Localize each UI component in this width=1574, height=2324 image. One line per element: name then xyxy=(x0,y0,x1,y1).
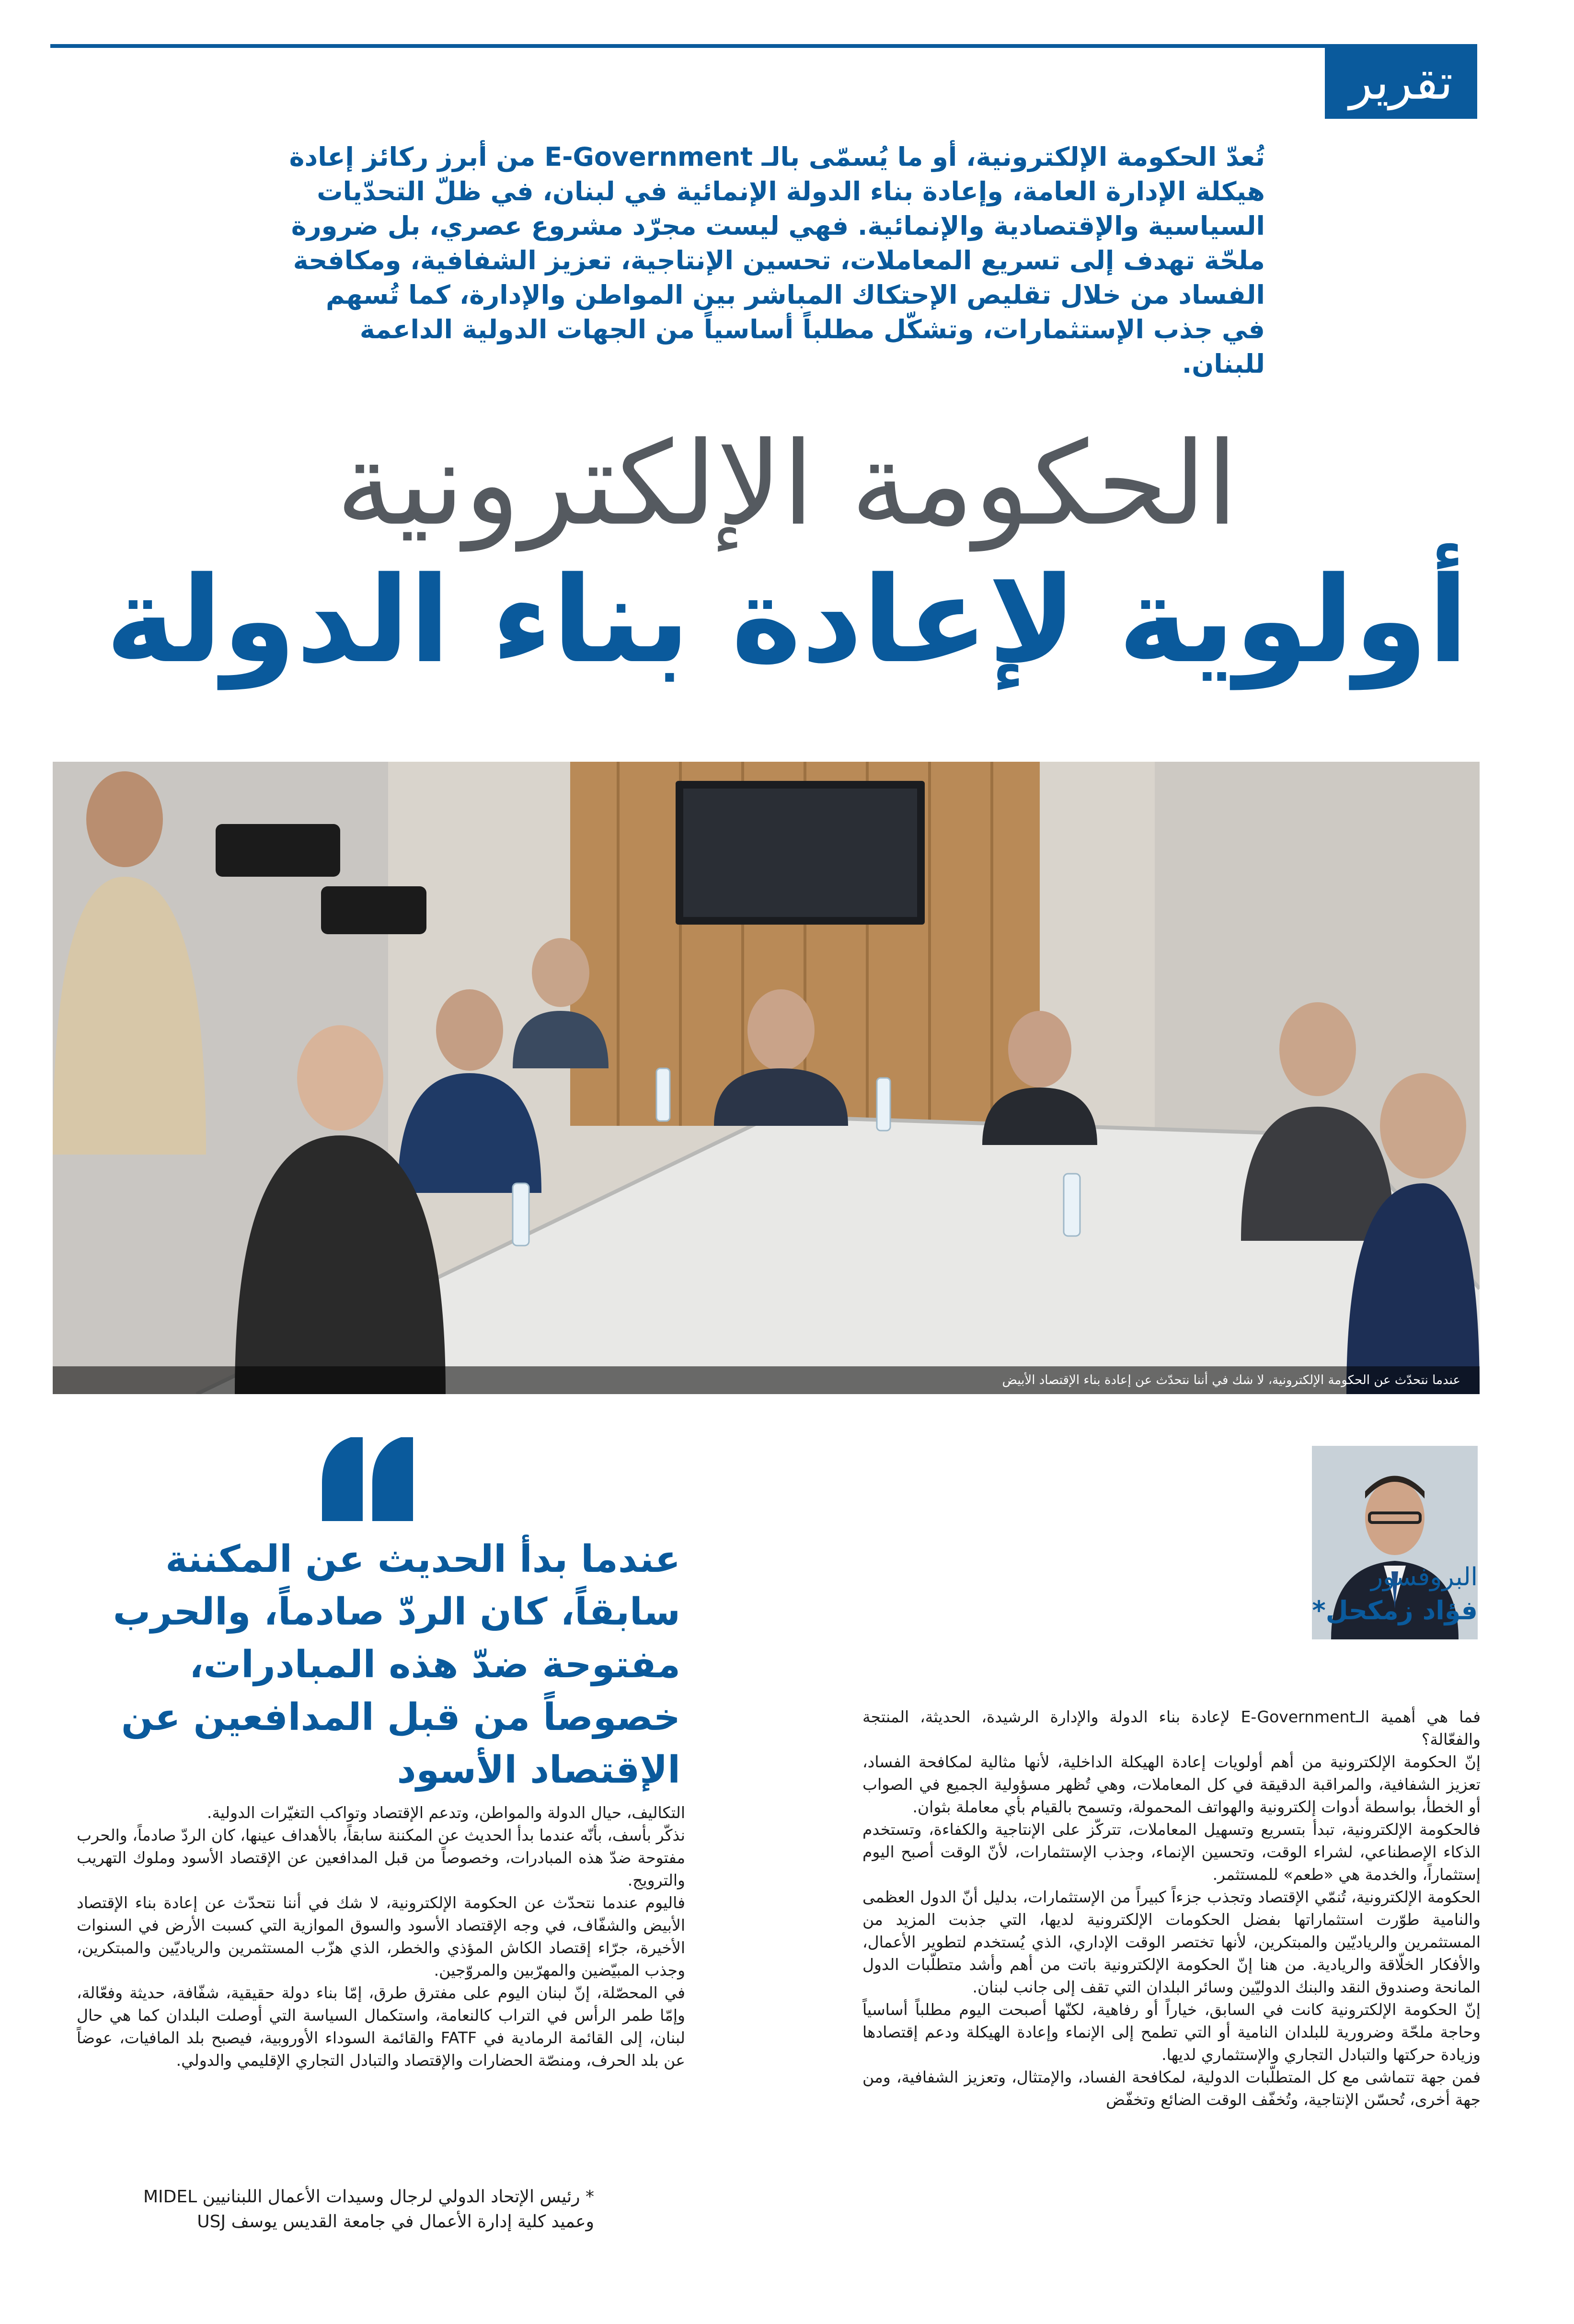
article-paragraph: إنّ الحكومة الإلكترونية من أهم أولويات إعادة الهيكلة الداخلية، لأنها مثالية لمكافحة الفساد، تعزيز الشفافية، والمراقبة الدقيقة في كل المعاملات، وهي تُظهر مسؤولية الجميع في الصواب أو الخطأ، بواسطة أدوات إلكترونية والهواتف المحمولة، وتسمح بالقيام بأي معاملة بثوان. xyxy=(862,1752,1481,1816)
article-paragraph: فالحكومة الإلكترونية، تبدأ بتسريع وتسهيل المعاملات، تتركّز على الإنتاجية والكفاءة، وتستخدم الذكاء الإصطناعي، لشراء الوقت، وتحسين الإنماء، وجذب الإستثمارات، لأنّ الوقت أصبح اليوم إستثماراً، والخدمة هي «طعم» للمستثمر. xyxy=(862,1820,1481,1884)
article-paragraph: إنّ الحكومة الإلكترونية كانت في السابق، خياراً أو رفاهية، لكنّها أصبحت اليوم مطلباً أساسياً وحاجة ملحّة وضرورية للبلدان النامية أو التي تطمح إلى الإنماء وإعادة الهيكلة ودعم إقتصادها وزيادة حركتها والتبادل التجاري والإستثماري لديها. xyxy=(862,2000,1481,2064)
photo-caption: عندما نتحدّث عن الحكومة الإلكترونية، لا شك في أننا نتحدّث عن إعادة بناء الإقتصاد الأبيض xyxy=(1002,1373,1460,1387)
pull-quote: عندما بدأ الحديث عن المكننة سابقاً، كان الردّ صادماً، والحرب مفتوحة ضدّ هذه المبادرات، خصوصاً من قبل المدافعين عن الإقتصاد الأسود xyxy=(113,1538,680,1792)
quote-mark-icon xyxy=(322,1437,413,1521)
headline-line-2: أولوية لإعادة بناء الدولة xyxy=(105,551,1469,689)
article-paragraph: التكاليف، حيال الدولة والمواطن، وتدعم الإقتصاد وتواكب التغيّرات الدولية. xyxy=(207,1803,685,1822)
footnote-line: وعميد كلية إدارة الأعمال في جامعة القديس يوسف USJ xyxy=(197,2212,594,2232)
article-paragraph: فاليوم عندما نتحدّث عن الحكومة الإلكترونية، لا شك في أننا نتحدّث عن إعادة بناء الإقتصاد الأبيض والشفّاف، في وجه الإقتصاد الأسود والسوق الموازية التي كسبت الأرض في السنوات الأخيرة، جرّاء إقتصاد الكاش المؤذي والخطر، الذي هزّب المستثمرين والرياديّين والمبتكرين، وجذب المبيّضين والمهرّبين والمروّجين. xyxy=(77,1893,685,1980)
article-column-right xyxy=(862,1706,1481,2111)
author-role: البروفسور xyxy=(1370,1563,1478,1591)
author-footnote xyxy=(48,2185,594,2234)
article-paragraph: في المحصّلة، إنّ لبنان اليوم على مفترق طرق، إمّا بناء دولة حقيقية، شفّافة، حديثة وفعّالة، وإمّا طمر الرأس في التراب كالنعامة، واستكمال السياسة التي أوصلت البلدان كما هي حال لبنان، إلى القائمة الرمادية في FATF والقائمة السوداء الأوروبية، فيصبح بلد المافيات، عوضاً عن بلد الحرف، ومنصّة الحضارات والإقتصاد والتبادل التجاري الإقليمي والدولي. xyxy=(77,1983,685,2070)
top-rule xyxy=(50,44,1477,48)
article-paragraph: نذكّر بأسف، بأنّه عندما بدأ الحديث عن المكننة سابقاً، بالأهداف عينها، كان الردّ صادماً، والحرب مفتوحة ضدّ هذه المبادرات، وخصوصاً من قبل المدافعين عن الإقتصاد الأسود وملوك التهريب والترويج. xyxy=(77,1826,685,1889)
article-paragraph: الحكومة الإلكترونية، تُنمّي الإقتصاد وتجذب جزءاً كبيراً من الإستثمارات، بدليل أنّ الدول العظمى والنامية طوّرت استثماراتها بفضل الحكومات الإلكترونية لديها، التي جذبت المزيد من المستثمرين والرياديّين والمبتكرين، لأنها تختصر الوقت الإداري، الذي يُستخدم لتطوير الأعمال، والأفكار الخلّاقة والريادية. من هنا إنّ الحكومة الإلكترونية باتت من أهم وأشد متطلّبات الدول المانحة وصندوق النقد والبنك الدوليّين وسائر البلدان التي تقف إلى جانب لبنان. xyxy=(862,1888,1481,1996)
article-paragraph: فمن جهة تتماشى مع كل المتطلّبات الدولية، لمكافحة الفساد، والإمتثال، وتعزيز الشفافية، ومن جهة أخرى، تُحسّن الإنتاجية، وتُخفّف الوقت الضائع وتخفّض xyxy=(862,2068,1481,2109)
article-paragraph: فما هي أهمية الـE-Government لإعادة بناء الدولة والإدارة الرشيدة، الحديثة، المنتجة والفعّالة؟ xyxy=(862,1707,1481,1749)
section-tag: تقرير xyxy=(1325,46,1477,119)
intro-paragraph: تُعدّ الحكومة الإلكترونية، أو ما يُسمّى بالـ E-Government من أبرز ركائز إعادة هيكلة الإدارة العامة، وإعادة بناء الدولة الإنمائية في لبنان، في ظلّ التحدّيات السياسية والإقتصادية والإنمائية. فهي ليست مجرّد مشروع عصري، بل ضرورة ملحّة تهدف إلى تسريع المعاملات، تحسين الإنتاجية، تعزيز الشفافية، ومكافحة الفساد من خلال تقليص الإحتكاك المباشر بين المواطن والإدارة، كما تُسهم في جذب الإستثمارات، وتشكّل مطلباً أساسياً من الجهات الدولية الداعمة للبنان. xyxy=(289,142,1265,379)
meeting-photo xyxy=(53,762,1480,1394)
footnote-line: * رئيس الإتحاد الدولي لرجال وسيدات الأعمال اللبنانيين MIDEL xyxy=(143,2187,594,2207)
headline-line-1: الحكومة الإلكترونية xyxy=(336,417,1238,551)
article-column-left xyxy=(77,1801,685,2072)
author-name: فؤاد زمكحل* xyxy=(1312,1595,1478,1626)
